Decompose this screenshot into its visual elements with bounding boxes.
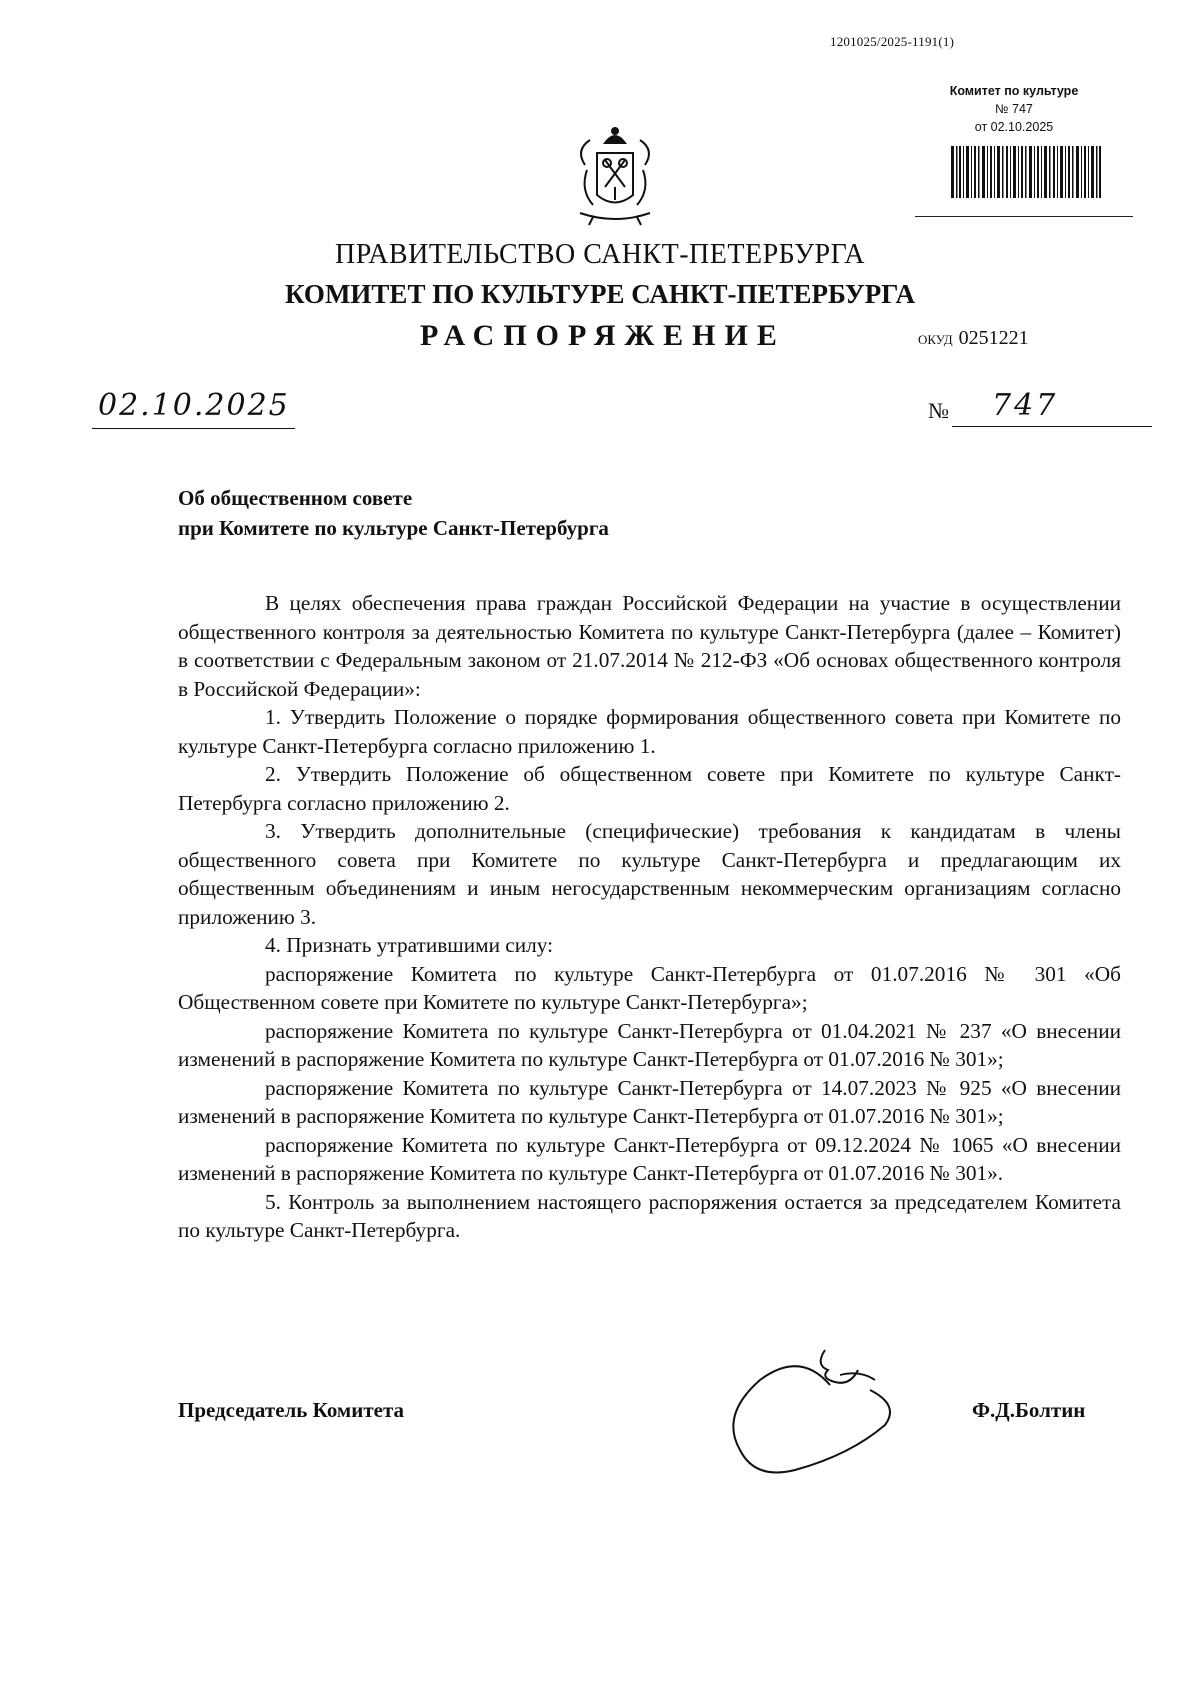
item-5: 5. Контроль за выполнением настоящего распоряжения остается за председателем Комитета по культуре Санкт-Петербурга. — [178, 1189, 1121, 1242]
document-subject — [178, 483, 609, 543]
okud-value: 0251221 — [958, 327, 1029, 349]
document-type: РАСПОРЯЖЕНИЕ — [420, 319, 786, 352]
item-4d: распоряжение Комитета по культуре Санкт-Петербурга от 09.12.2024 № 1065 «О внесении изменений в распоряжение Комитета по культуре Санкт-Петербурга от 01.07.2016 № 301». — [178, 1132, 1121, 1185]
number-label: № — [928, 398, 949, 423]
item-4: 4. Признать утратившими силу: — [265, 933, 554, 957]
stamp-line-3: от 02.10.2025 — [974, 120, 1054, 134]
signatory-name: Ф.Д.Болтин — [972, 1398, 1086, 1422]
item-3: 3. Утвердить дополнительные (специфические) требования к кандидатам в члены общественного совета при Комитете по культуре Санкт-Петербурга и предлагающим их общественным объединениям и иным негосударственным некоммерческим организациям согласно приложению 3. — [178, 819, 1121, 929]
document-number: 747 — [992, 388, 1059, 423]
stamp-line-2: № 747 — [995, 102, 1033, 116]
registration-stamp — [930, 82, 1098, 136]
barcode-icon — [951, 146, 1101, 198]
committee-title: КОМИТЕТ ПО КУЛЬТУРЕ САНКТ-ПЕТЕРБУРГА — [285, 279, 915, 309]
signatory-title: Председатель Комитета — [178, 1398, 405, 1422]
subject-line-1: Об общественном совете — [178, 486, 413, 510]
subject-line-2: при Комитете по культуре Санкт-Петербурга — [178, 516, 609, 540]
registration-number: 1201025/2025-1191(1) — [830, 34, 955, 49]
document-date: 02.10.2025 — [98, 388, 290, 423]
item-2: 2. Утвердить Положение об общественном совете при Комитете по культуре Санкт-Петербурга согласно приложению 2. — [178, 762, 1121, 815]
item-4a: распоряжение Комитета по культуре Санкт-Петербурга от 01.07.2016 № 301 «Об Общественном совете при Комитете по культуре Санкт-Петербурга»; — [178, 961, 1121, 1014]
document-body — [178, 589, 1121, 1245]
document-number-field — [952, 388, 1152, 427]
stamp-line-1: Комитет по культуре — [949, 84, 1079, 98]
item-4b: распоряжение Комитета по культуре Санкт-Петербурга от 01.04.2021 № 237 «О внесении изменений в распоряжение Комитета по культуре Санкт-Петербурга от 01.07.2016 № 301»; — [178, 1018, 1121, 1071]
document-date-field — [92, 388, 295, 429]
item-1: 1. Утвердить Положение о порядке формирования общественного совета при Комитете по культуре Санкт-Петербурга согласно приложению 1. — [178, 705, 1121, 758]
preamble-paragraph: В целях обеспечения права граждан Российской Федерации на участие в осуществлении общественного контроля за деятельностью Комитета по культуре Санкт-Петербурга (далее – Комитет) в соответствии с Федеральным законом от 21.07.2014 № 212-ФЗ «Об основах общественного контроля в Российской Федерации»: — [178, 591, 1121, 701]
stamp-underline — [915, 216, 1133, 217]
okud-code — [918, 327, 1029, 350]
okud-label: ОКУД — [918, 332, 953, 347]
coat-of-arms-icon — [565, 125, 665, 230]
government-title: ПРАВИТЕЛЬСТВО САНКТ-ПЕТЕРБУРГА — [335, 239, 865, 270]
handwritten-signature-icon — [700, 1330, 900, 1490]
item-4c: распоряжение Комитета по культуре Санкт-Петербурга от 14.07.2023 № 925 «О внесении изменений в распоряжение Комитета по культуре Санкт-Петербурга от 01.07.2016 № 301»; — [178, 1075, 1121, 1128]
